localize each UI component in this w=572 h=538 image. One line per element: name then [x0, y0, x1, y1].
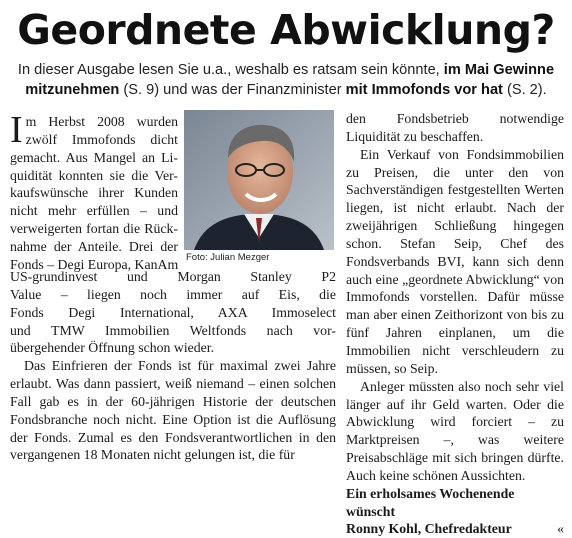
teaser-highlight-2: mit Immofonds vor hat [345, 81, 503, 98]
article-line: US-grundinvest und Morgan Stanley P2 [10, 269, 336, 284]
article-line: verweigerten fortan die Rück- [10, 221, 178, 237]
article-line: nahme der Anteile. Drei der [10, 238, 178, 254]
teaser [10, 61, 562, 100]
article-line: nicht mehr erfüllen – und [10, 203, 178, 219]
article-line: und TMW Immobilien Weltfonds nach vor- [10, 322, 336, 338]
end-mark: « [557, 521, 564, 537]
article-line: zwölf Immofonds dicht [25, 131, 178, 147]
signoff-line-1: Ein erholsames Wochenende wünscht [346, 485, 515, 519]
article-line: Fonds Degi International, AXA Immoselect [10, 304, 336, 320]
article-line: gemacht. Aus Mangel an Li- [10, 149, 178, 165]
headline: Geordnete Abwicklung? [17, 6, 555, 54]
article-col3 [346, 110, 564, 538]
signoff-line-2 [346, 520, 564, 538]
article-line: Value – liegen noch immer auf Eis, die [10, 286, 336, 302]
teaser-text-1: In dieser Ausgabe lesen Sie u.a., weshalb es ratsam sein könnte, [17, 62, 444, 78]
article-paragraph-4: Ein Verkauf von Fondsimmobilien zu Preisen, die unter den von Sachverständigen festgestellten Werten liegen, ist nicht erlaubt. Nach der zweijährigen Schließung hingegen schon. Stefan Seip, Chef des Fondsverbands BVI, kann sich denn auch eine „geordnete Abwicklung“ von Immofonds vorstellen. Dafür müsse man aber einen Zeithorizont von bis zu fünf Jahren einplanen, um die Immobilien nicht verschleudern zu müssen, so Seip. [346, 146, 564, 376]
article-paragraph-3: den Fondsbetrieb notwendige Liquidität zu beschaffen. [346, 111, 564, 144]
article-line: Fonds – Degi Europa, KanAm [10, 256, 179, 272]
article-col1-top [10, 109, 179, 274]
photo-caption: Foto: Julian Mezger [186, 252, 270, 263]
article-col1-wide-lines [10, 268, 336, 357]
portrait-photo [184, 110, 334, 250]
portrait-icon [184, 110, 334, 250]
article-paragraph-2: Das Einfrieren der Fonds ist für maximal zwei Jahre erlaubt. Was dann passiert, weiß niemand – einen solchen Fall gab es in der 60-jährigen Historie der deutschen Fondsbranche noch nicht. Eine Option ist die Auflösung der Fonds. Zumal es den Fondsverantwortlichen in den vergangenen 18 Monaten nicht gelungen ist, die für [10, 358, 336, 463]
dropcap: I [10, 109, 23, 151]
teaser-highlight-1: im Mai Gewinne mitzunehmen [25, 62, 555, 98]
teaser-text-3: (S. 2). [502, 81, 547, 98]
teaser-text-2: (S. 9) und was der Finanzminister [119, 81, 346, 98]
article-col1-lines [10, 109, 179, 274]
signoff-name: Ronny Kohl, Chefredakteur [346, 521, 512, 537]
article-line: übergehender Öffnung schon wieder. [10, 340, 215, 356]
article-line: kaufswünsche ihrer Kunden [10, 185, 178, 201]
article-col1-bottom [10, 268, 336, 464]
article-paragraph-5: Anleger müssten also noch sehr viel länger auf ihr Geld warten. Oder die Abwicklung wird forciert – zu Marktpreisen –, was weitere Preisabschläge mit sich bringen dürfte. Auch keine schönen Aussichten. [346, 378, 564, 483]
article-line: quidität konnten sie die Ver- [10, 167, 178, 183]
article-line: m Herbst 2008 wurden [25, 114, 178, 129]
